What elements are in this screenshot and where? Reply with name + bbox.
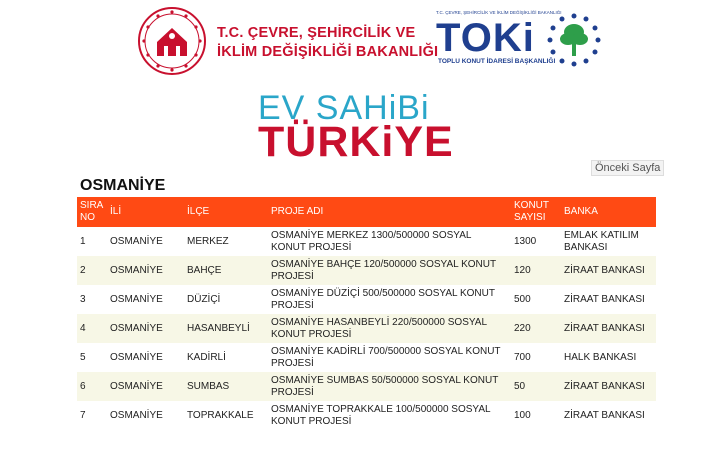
cell-ili: OSMANİYE (107, 372, 184, 401)
cell-banka: ZİRAAT BANKASI (561, 372, 656, 401)
cell-sira-no: 1 (80, 235, 86, 247)
cell-proje-adi: OSMANİYE BAHÇE 120/500000 SOSYAL KONUT PROJESİ (268, 256, 511, 285)
column-header-ili: İLİ (107, 197, 184, 227)
cell-proje-adi: OSMANİYE MERKEZ 1300/500000 SOSYAL KONUT PROJESİ (271, 229, 472, 253)
toki-ministry-caption: T.C. ÇEVRE, ŞEHİRCİLİK VE İKLİM DEĞİŞİKLİĞİ BAKANLIĞI (436, 10, 562, 15)
cell-banka: ZİRAAT BANKASI (564, 293, 645, 305)
cell-konut-sayisi: 500 (514, 293, 531, 305)
cell-proje-adi: OSMANİYE TOPRAKKALE 100/500000 SOSYAL KONUT PROJESİ (271, 403, 491, 427)
ministry-name-line2: İKLİM DEĞİŞİKLİĞİ BAKANLIĞI (217, 44, 439, 60)
previous-page-link[interactable]: Önceki Sayfa (591, 160, 664, 176)
cell-konut-sayisi: 120 (511, 256, 561, 285)
cell-banka: ZİRAAT BANKASI (564, 409, 645, 421)
cell-konut-sayisi: 50 (511, 372, 561, 401)
cell-proje-adi: OSMANİYE DÜZİÇİ 500/500000 SOSYAL KONUT PROJESİ (271, 287, 495, 311)
table-row (77, 401, 656, 430)
cell-ili: OSMANİYE (110, 293, 163, 305)
cell-proje-adi: OSMANİYE HASANBEYLİ 220/500000 SOSYAL KONUT PROJESİ (268, 314, 511, 343)
column-header-sira-no: SIRA NO (77, 197, 107, 227)
cell-konut-sayisi: 100 (514, 409, 531, 421)
cell-ili: OSMANİYE (110, 409, 163, 421)
cell-ilce: MERKEZ (187, 235, 229, 247)
table-row (77, 314, 656, 343)
cell-sira-no: 3 (80, 293, 86, 305)
toki-tree-icon (546, 12, 602, 68)
cell-banka: HALK BANKASI (564, 351, 637, 363)
ministry-name (217, 24, 438, 62)
cell-sira-no: 7 (80, 409, 86, 421)
cell-ilce: BAHÇE (184, 256, 268, 285)
ministry-seal-icon (137, 6, 207, 76)
cell-proje-adi: OSMANİYE KADİRLİ 700/500000 SOSYAL KONUT PROJESİ (271, 345, 501, 369)
cell-ilce: KADİRLİ (187, 351, 226, 363)
cell-sira-no: 2 (77, 256, 107, 285)
table-row (77, 372, 656, 401)
cell-sira-no: 4 (77, 314, 107, 343)
cell-banka: EMLAK KATILIM BANKASI (564, 229, 639, 253)
column-header-ilce: İLÇE (184, 197, 268, 227)
cell-konut-sayisi: 1300 (514, 235, 537, 247)
cell-konut-sayisi: 700 (514, 351, 531, 363)
table-row (77, 343, 656, 372)
cell-sira-no: 5 (80, 351, 86, 363)
cell-ili: OSMANİYE (107, 314, 184, 343)
cell-ilce: TOPRAKKALE (187, 409, 254, 421)
cell-ilce: HASANBEYLİ (184, 314, 268, 343)
cell-sira-no: 6 (77, 372, 107, 401)
page-title: OSMANİYE (80, 177, 166, 194)
ministry-name-line1: T.C. ÇEVRE, ŞEHİRCİLİK VE (217, 25, 416, 41)
campaign-line1: EV SAHiBi (258, 89, 430, 127)
toki-subtitle: TOPLU KONUT İDARESİ BAŞKANLIĞI (438, 58, 556, 65)
cell-banka: ZİRAAT BANKASI (561, 314, 656, 343)
table-row (77, 227, 656, 256)
table-row (77, 285, 656, 314)
cell-banka: ZİRAAT BANKASI (561, 256, 656, 285)
column-header-konut-sayisi: KONUT SAYISI (511, 197, 561, 227)
column-header-banka: BANKA (561, 197, 656, 227)
campaign-line2: TÜRKiYE (258, 118, 454, 166)
toki-logo (436, 10, 606, 72)
table-header-row (77, 197, 656, 227)
cell-ilce: SUMBAS (184, 372, 268, 401)
projects-table (77, 197, 656, 430)
ev-sahibi-turkiye-logo (258, 89, 478, 166)
cell-ili: OSMANİYE (110, 235, 163, 247)
cell-proje-adi: OSMANİYE SUMBAS 50/500000 SOSYAL KONUT PROJESİ (268, 372, 511, 401)
cell-ili: OSMANİYE (110, 351, 163, 363)
page-header (0, 0, 720, 80)
toki-wordmark: TOKi (436, 16, 535, 60)
cell-konut-sayisi: 220 (511, 314, 561, 343)
ministry-logo (137, 4, 439, 76)
cell-ili: OSMANİYE (107, 256, 184, 285)
cell-ilce: DÜZİÇİ (187, 293, 221, 305)
table-row (77, 256, 656, 285)
column-header-proje-adi: PROJE ADI (268, 197, 511, 227)
